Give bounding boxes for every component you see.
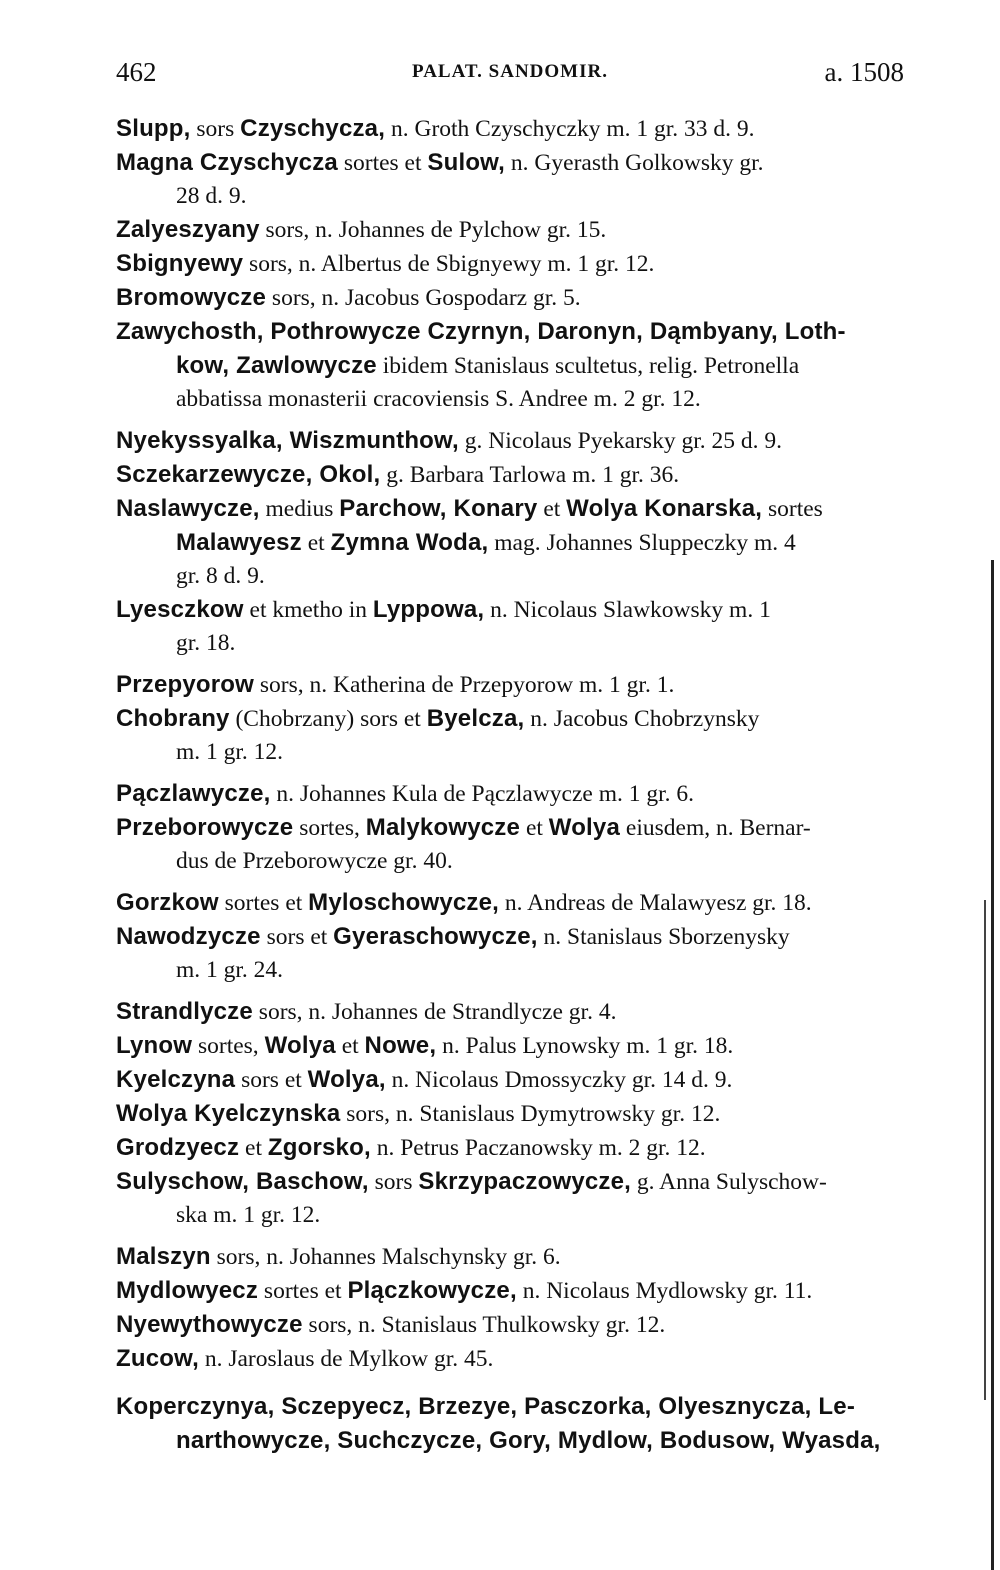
entry xyxy=(116,112,908,146)
entry-text: sortes et xyxy=(258,1278,348,1304)
place-name: Skrzypaczowycze, xyxy=(418,1168,632,1195)
entry-text: n. Jacobus Chobrzynsky xyxy=(524,706,760,732)
place-name: Magna Czyschycza xyxy=(116,149,338,176)
place-name: Wolya Konarska, xyxy=(566,495,763,522)
entry-line xyxy=(116,777,908,811)
entry xyxy=(116,315,908,416)
page-edge-scan-artifact xyxy=(978,0,1000,1570)
entry-continuation-line xyxy=(116,560,908,593)
entry-text: gr. 18. xyxy=(176,630,236,656)
place-name: Zalyeszyany xyxy=(116,216,260,243)
place-name: Lynow xyxy=(116,1032,193,1059)
entry-text: sors xyxy=(190,116,241,142)
entry xyxy=(116,247,908,281)
place-name: Wolya, xyxy=(307,1066,386,1093)
entry-text: sors, n. Johannes Malschynsky gr. 6. xyxy=(210,1244,561,1270)
entry-text: 28 d. 9. xyxy=(176,183,247,209)
place-name: Gyeraschowycze, xyxy=(333,923,538,950)
entry-line xyxy=(116,1390,908,1424)
entry xyxy=(116,811,908,878)
place-name: Slupp, xyxy=(116,115,191,142)
page-number: 462 xyxy=(116,57,157,87)
entry-continuation-line xyxy=(116,349,908,383)
place-name: Sulow, xyxy=(427,149,506,176)
page-header xyxy=(116,52,904,92)
place-name: Nyekyssyalka, Wiszmunthow, xyxy=(116,427,459,454)
place-name: Zymna Woda, xyxy=(330,529,489,556)
place-name: Nawodzycze xyxy=(116,923,261,950)
edge-rule xyxy=(991,560,994,1570)
entry-text: sors, n. Stanislaus Thulkowsky gr. 12. xyxy=(302,1312,666,1338)
place-name: narthowycze, Suchczycze, Gory, Mydlow, Bodusow, Wyasda, xyxy=(176,1427,881,1454)
entry-text: sors, n. Katherina de Przepyorow m. 1 gr. 1. xyxy=(254,672,675,698)
entry-line xyxy=(116,281,908,315)
entry-text: et xyxy=(301,530,331,556)
entry-continuation-line xyxy=(116,526,908,560)
entry-line xyxy=(116,492,908,526)
place-name: Sczekarzewycze, Okol, xyxy=(116,461,381,488)
entry-text: n. Jaroslaus de Mylkow gr. 45. xyxy=(198,1346,494,1372)
entry-text: n. Nicolaus Slawkowsky m. 1 xyxy=(484,597,771,623)
entry-text: et xyxy=(239,1135,268,1161)
entry-line xyxy=(116,146,908,180)
entry-text: sors et xyxy=(235,1067,308,1093)
place-name: Bromowycze xyxy=(116,284,267,311)
entry-line xyxy=(116,1274,908,1308)
entry-text: medius xyxy=(259,496,340,522)
place-name: Zucow, xyxy=(116,1345,199,1372)
entry-line xyxy=(116,247,908,281)
entry xyxy=(116,1342,908,1376)
place-name: Przeborowycze xyxy=(116,814,294,841)
place-name: Naslawycze, xyxy=(116,495,260,522)
running-title: PALAT. SANDOMIR. xyxy=(412,61,608,82)
entry-text: n. Nicolaus Mydlowsky gr. 11. xyxy=(516,1278,813,1304)
entry-text: et xyxy=(537,496,567,522)
entry-text: n. Petrus Paczanowsky m. 2 gr. 12. xyxy=(370,1135,706,1161)
entry-text: n. Groth Czyschyczky m. 1 gr. 33 d. 9. xyxy=(385,116,755,142)
place-name: Sbignyewy xyxy=(116,250,244,277)
entry-text: n. Nicolaus Dmossyczky gr. 14 d. 9. xyxy=(385,1067,733,1093)
place-name: Malawyesz xyxy=(176,529,302,556)
entry-text: g. Nicolaus Pyekarsky gr. 25 d. 9. xyxy=(458,428,782,454)
entry-text: ska m. 1 gr. 12. xyxy=(176,1202,321,1228)
entry-continuation-line xyxy=(116,180,908,213)
place-name: Zawychosth, Pothrowycze Czyrnyn, Daronyn, Dąmbyany, Loth- xyxy=(116,318,846,345)
entry-text: sors, n. Albertus de Sbignyewy m. 1 gr. 12. xyxy=(243,251,655,277)
entry-line xyxy=(116,112,908,146)
entry-text: sortes et xyxy=(218,890,309,916)
entry-text: n. Gyerasth Golkowsky gr. xyxy=(505,150,764,176)
place-name: Parchow, Konary xyxy=(339,495,538,522)
entry xyxy=(116,702,908,769)
place-name: Zgorsko, xyxy=(267,1134,371,1161)
entry-text: et kmetho in xyxy=(243,597,373,623)
entry xyxy=(116,458,908,492)
place-name: Plączkowycze, xyxy=(347,1277,517,1304)
entry-line xyxy=(116,593,908,627)
entry-text: m. 1 gr. 24. xyxy=(176,957,284,983)
place-name: Malykowycze xyxy=(365,814,521,841)
entry-continuation-line xyxy=(116,1424,908,1458)
entry-text: gr. 8 d. 9. xyxy=(176,563,265,589)
place-name: Wolya xyxy=(264,1032,336,1059)
entry-text: sortes, xyxy=(192,1033,265,1059)
edge-rule-secondary xyxy=(984,900,986,1400)
place-name: Kyelczyna xyxy=(116,1066,236,1093)
place-name: Strandlycze xyxy=(116,998,253,1025)
entry-text: sortes, xyxy=(293,815,366,841)
entry xyxy=(116,1165,908,1232)
place-name: Nyewythowycze xyxy=(116,1311,303,1338)
entry-list xyxy=(116,112,908,1458)
entry-text: sors, n. Jacobus Gospodarz gr. 5. xyxy=(266,285,581,311)
entry-line xyxy=(116,702,908,736)
entry-text: ibidem Stanislaus scultetus, relig. Petronella xyxy=(376,353,800,379)
entry-line xyxy=(116,315,908,349)
entry-text: mag. Johannes Sluppeczky m. 4 xyxy=(488,530,796,556)
entry xyxy=(116,593,908,660)
year-label: a. 1508 xyxy=(824,57,904,87)
place-name: Chobrany xyxy=(116,705,230,732)
entry xyxy=(116,1131,908,1165)
entry-text: n. Johannes Kula de Pączlawycze m. 1 gr. 6. xyxy=(270,781,695,807)
place-name: Wolya Kyelczynska xyxy=(116,1100,341,1127)
entry-text: sors, n. Stanislaus Dymytrowsky gr. 12. xyxy=(340,1101,721,1127)
entry xyxy=(116,1240,908,1274)
entry-text: g. Barbara Tarlowa m. 1 gr. 36. xyxy=(380,462,680,488)
place-name: Myloschowycze, xyxy=(308,889,500,916)
entry xyxy=(116,1274,908,1308)
place-name: Koperczynya, Sczepyecz, Brzezye, Pasczorka, Olyesznycza, Le- xyxy=(116,1393,856,1420)
entry xyxy=(116,1029,908,1063)
entry xyxy=(116,146,908,213)
entry-text: eiusdem, n. Bernar- xyxy=(620,815,811,841)
entry-line xyxy=(116,811,908,845)
entry-continuation-line xyxy=(116,845,908,878)
place-name: Lyesczkow xyxy=(116,596,244,623)
place-name: Malszyn xyxy=(116,1243,211,1270)
place-name: Grodzyecz xyxy=(116,1134,240,1161)
entry xyxy=(116,424,908,458)
entry-line xyxy=(116,1029,908,1063)
entry-text: sors, n. Johannes de Strandlycze gr. 4. xyxy=(252,999,617,1025)
place-name: Byelcza, xyxy=(426,705,525,732)
entry-line xyxy=(116,424,908,458)
entry-text: dus de Przeborowycze gr. 40. xyxy=(176,848,453,874)
entry-line xyxy=(116,920,908,954)
entry-text: sors xyxy=(368,1169,419,1195)
entry-text: n. Stanislaus Sborzenysky xyxy=(537,924,790,950)
entry-text: n. Palus Lynowsky m. 1 gr. 18. xyxy=(436,1033,734,1059)
place-name: Sulyschow, Baschow, xyxy=(116,1168,369,1195)
entry xyxy=(116,886,908,920)
entry-continuation-line xyxy=(116,1199,908,1232)
entry-line xyxy=(116,1342,908,1376)
entry-line xyxy=(116,458,908,492)
place-name: Gorzkow xyxy=(116,889,219,916)
entry-text: et xyxy=(335,1033,365,1059)
place-name: Pączlawycze, xyxy=(116,780,271,807)
entry xyxy=(116,920,908,987)
entry-line xyxy=(116,1308,908,1342)
entry xyxy=(116,1308,908,1342)
place-name: Mydlowyecz xyxy=(116,1277,259,1304)
entry-line xyxy=(116,1165,908,1199)
entry-line xyxy=(116,1131,908,1165)
entry xyxy=(116,213,908,247)
entry-line xyxy=(116,213,908,247)
entry-text: m. 1 gr. 12. xyxy=(176,739,284,765)
entry-line xyxy=(116,995,908,1029)
place-name: Czyschycza, xyxy=(240,115,386,142)
entry-text: (Chobrzany) sors et xyxy=(229,706,427,732)
entry-line xyxy=(116,1097,908,1131)
entry-text: sors, n. Johannes de Pylchow gr. 15. xyxy=(259,217,607,243)
entry-text: sortes xyxy=(762,496,823,522)
entry xyxy=(116,281,908,315)
place-name: Wolya xyxy=(548,814,621,841)
entry-line xyxy=(116,1240,908,1274)
entry-line xyxy=(116,886,908,920)
entry-continuation-line xyxy=(116,736,908,769)
place-name: Nowe, xyxy=(364,1032,437,1059)
entry-text: abbatissa monasterii cracoviensis S. Andree m. 2 gr. 12. xyxy=(176,386,701,412)
entry-continuation-line xyxy=(116,954,908,987)
entry-text: n. Andreas de Malawyesz gr. 18. xyxy=(499,890,812,916)
place-name: Lyppowa, xyxy=(372,596,485,623)
entry-text: g. Anna Sulyschow- xyxy=(631,1169,827,1195)
entry xyxy=(116,1390,908,1458)
entry xyxy=(116,1097,908,1131)
entry-continuation-line xyxy=(116,383,908,416)
entry-continuation-line xyxy=(116,627,908,660)
entry xyxy=(116,492,908,593)
entry xyxy=(116,668,908,702)
place-name: Przepyorow xyxy=(116,671,255,698)
entry xyxy=(116,1063,908,1097)
entry-text: et xyxy=(520,815,549,841)
place-name: kow, Zawlowycze xyxy=(176,352,377,379)
entry-text: sortes et xyxy=(337,150,428,176)
entry xyxy=(116,777,908,811)
entry-text: sors et xyxy=(260,924,334,950)
entry xyxy=(116,995,908,1029)
entry-line xyxy=(116,668,908,702)
entry-line xyxy=(116,1063,908,1097)
